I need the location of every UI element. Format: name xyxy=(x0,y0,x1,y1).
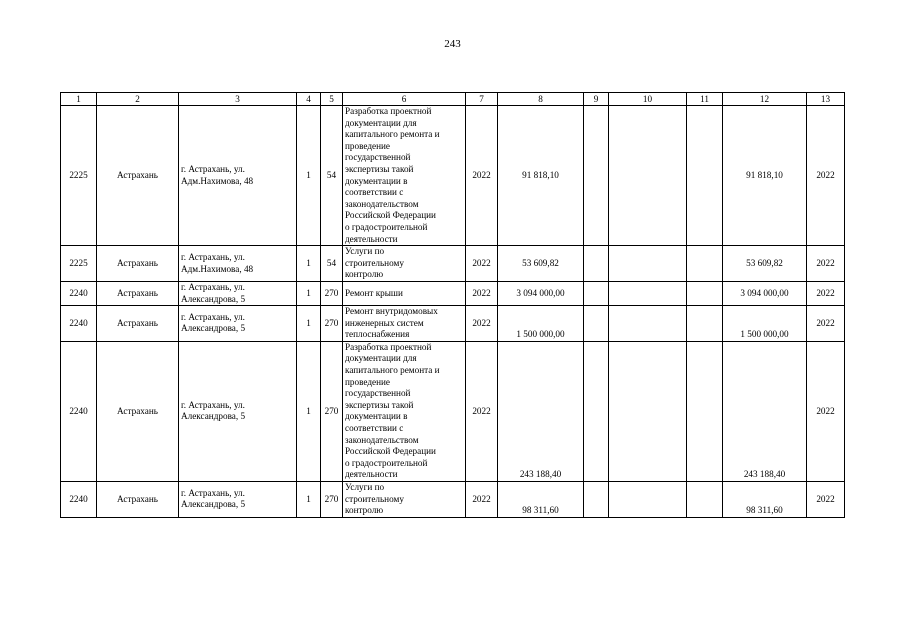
cell-line: деятельности xyxy=(345,469,398,480)
column-number-8: 8 xyxy=(498,93,584,106)
cell-line: строительному xyxy=(345,257,404,268)
cell-year: 2022 xyxy=(466,482,498,518)
cell-line: о градостроительной xyxy=(345,457,428,468)
cell-year: 2022 xyxy=(466,281,498,305)
cell-cost-regional xyxy=(609,482,687,518)
cell-line: капитального ремонта и xyxy=(345,129,440,140)
cell-line: Александрова, 5 xyxy=(181,499,246,510)
cell-cost-federal xyxy=(584,106,609,246)
cell-line: контролю xyxy=(345,269,384,280)
cell-line: Ремонт внутридомовых xyxy=(345,306,438,317)
cell-city: Астрахань xyxy=(97,106,179,246)
cell-cost-local xyxy=(687,306,723,342)
cell-completion-year: 2022 xyxy=(807,281,845,305)
table-row xyxy=(61,482,845,518)
cell-work-type xyxy=(343,306,466,342)
cell-cost-local xyxy=(687,341,723,481)
cell-year: 2022 xyxy=(466,106,498,246)
register-table xyxy=(60,92,845,518)
column-number-12: 12 xyxy=(723,93,807,106)
cell-line: контролю xyxy=(345,505,384,516)
cell-line: государственной xyxy=(345,388,411,399)
column-number-1: 1 xyxy=(61,93,97,106)
cell-city: Астрахань xyxy=(97,306,179,342)
cell-object-number: 2225 xyxy=(61,106,97,246)
cell-address xyxy=(179,281,297,305)
cell-section-count: 1 xyxy=(297,281,321,305)
cell-object-number: 2225 xyxy=(61,246,97,282)
cell-section-count: 1 xyxy=(297,106,321,246)
cell-building-number: 270 xyxy=(321,306,343,342)
table-row xyxy=(61,106,845,246)
cell-line: строительному xyxy=(345,493,404,504)
cell-line: г. Астрахань, ул. xyxy=(181,399,245,410)
table-row xyxy=(61,246,845,282)
cell-address xyxy=(179,106,297,246)
cell-line: Российской Федерации xyxy=(345,446,436,457)
cell-cost-local xyxy=(687,106,723,246)
cell-line: г. Астрахань, ул. xyxy=(181,281,245,292)
cell-cost-regional xyxy=(609,341,687,481)
table-row xyxy=(61,306,845,342)
cell-cost-owners: 1 500 000,00 xyxy=(723,306,807,342)
column-number-11: 11 xyxy=(687,93,723,106)
cell-cost-local xyxy=(687,246,723,282)
cell-cost-local xyxy=(687,281,723,305)
cell-line: документации в xyxy=(345,175,408,186)
cell-cost-total: 53 609,82 xyxy=(498,246,584,282)
cell-line: соответствии с xyxy=(345,187,404,198)
page-number: 243 xyxy=(444,38,461,50)
cell-cost-owners: 243 188,40 xyxy=(723,341,807,481)
cell-line: г. Астрахань, ул. xyxy=(181,487,245,498)
cell-object-number: 2240 xyxy=(61,306,97,342)
cell-completion-year: 2022 xyxy=(807,341,845,481)
cell-section-count: 1 xyxy=(297,341,321,481)
cell-object-number: 2240 xyxy=(61,281,97,305)
cell-line: Адм.Нахимова, 48 xyxy=(181,175,254,186)
cell-work-type xyxy=(343,341,466,481)
cell-line: государственной xyxy=(345,152,411,163)
cell-cost-total: 91 818,10 xyxy=(498,106,584,246)
cell-line: деятельности xyxy=(345,233,398,244)
cell-line: проведение xyxy=(345,376,391,387)
cell-line: экспертизы такой xyxy=(345,399,414,410)
cell-section-count: 1 xyxy=(297,246,321,282)
table-row xyxy=(61,341,845,481)
cell-line: капитального ремонта и xyxy=(345,365,440,376)
cell-building-number: 270 xyxy=(321,482,343,518)
cell-line: Александрова, 5 xyxy=(181,323,246,334)
cell-cost-owners: 91 818,10 xyxy=(723,106,807,246)
cell-cost-total: 243 188,40 xyxy=(498,341,584,481)
column-number-5: 5 xyxy=(321,93,343,106)
table-row xyxy=(61,281,845,305)
cell-line: Александрова, 5 xyxy=(181,411,246,422)
cell-object-number: 2240 xyxy=(61,341,97,481)
cell-cost-regional xyxy=(609,281,687,305)
cell-line: теплоснабжения xyxy=(345,329,410,340)
cell-work-type xyxy=(343,106,466,246)
cell-cost-total: 3 094 000,00 xyxy=(498,281,584,305)
cell-completion-year: 2022 xyxy=(807,106,845,246)
cell-line: экспертизы такой xyxy=(345,163,414,174)
cell-building-number: 270 xyxy=(321,341,343,481)
column-number-7: 7 xyxy=(466,93,498,106)
column-number-4: 4 xyxy=(297,93,321,106)
cell-address xyxy=(179,246,297,282)
cell-line: законодательством xyxy=(345,434,419,445)
column-number-6: 6 xyxy=(343,93,466,106)
cell-completion-year: 2022 xyxy=(807,482,845,518)
cell-building-number: 54 xyxy=(321,246,343,282)
cell-cost-total: 98 311,60 xyxy=(498,482,584,518)
cell-line: документации в xyxy=(345,411,408,422)
column-number-9: 9 xyxy=(584,93,609,106)
cell-work-type xyxy=(343,482,466,518)
cell-line: документации для xyxy=(345,117,417,128)
cell-line: инженерных систем xyxy=(345,317,424,328)
cell-cost-regional xyxy=(609,306,687,342)
cell-cost-owners: 98 311,60 xyxy=(723,482,807,518)
cell-cost-federal xyxy=(584,281,609,305)
cell-city: Астрахань xyxy=(97,482,179,518)
cell-address xyxy=(179,341,297,481)
cell-address xyxy=(179,306,297,342)
cell-line: Разработка проектной xyxy=(345,341,432,352)
cell-line: Адм.Нахимова, 48 xyxy=(181,263,254,274)
cell-line: г. Астрахань, ул. xyxy=(181,311,245,322)
cell-section-count: 1 xyxy=(297,482,321,518)
cell-line: проведение xyxy=(345,140,391,151)
cell-line: Услуги по xyxy=(345,482,385,492)
cell-object-number: 2240 xyxy=(61,482,97,518)
cell-line: законодательством xyxy=(345,198,419,209)
cell-work-type xyxy=(343,281,466,305)
cell-cost-owners: 3 094 000,00 xyxy=(723,281,807,305)
cell-year: 2022 xyxy=(466,246,498,282)
cell-cost-federal xyxy=(584,306,609,342)
cell-work-type xyxy=(343,246,466,282)
cell-cost-regional xyxy=(609,246,687,282)
cell-year: 2022 xyxy=(466,341,498,481)
cell-completion-year: 2022 xyxy=(807,306,845,342)
cell-line: Ремонт крыши xyxy=(345,287,403,298)
cell-cost-local xyxy=(687,482,723,518)
cell-cost-regional xyxy=(609,106,687,246)
cell-line: г. Астрахань, ул. xyxy=(181,251,245,262)
cell-line: г. Астрахань, ул. xyxy=(181,163,245,174)
cell-city: Астрахань xyxy=(97,246,179,282)
cell-cost-federal xyxy=(584,341,609,481)
column-number-10: 10 xyxy=(609,93,687,106)
cell-line: о градостроительной xyxy=(345,221,428,232)
cell-line: Российской Федерации xyxy=(345,210,436,221)
cell-completion-year: 2022 xyxy=(807,246,845,282)
cell-cost-federal xyxy=(584,482,609,518)
cell-line: Услуги по xyxy=(345,246,385,257)
cell-year: 2022 xyxy=(466,306,498,342)
cell-city: Астрахань xyxy=(97,281,179,305)
cell-building-number: 270 xyxy=(321,281,343,305)
column-number-row xyxy=(61,93,845,106)
cell-cost-owners: 53 609,82 xyxy=(723,246,807,282)
cell-building-number: 54 xyxy=(321,106,343,246)
cell-city: Астрахань xyxy=(97,341,179,481)
column-number-13: 13 xyxy=(807,93,845,106)
cell-cost-federal xyxy=(584,246,609,282)
cell-section-count: 1 xyxy=(297,306,321,342)
cell-line: Разработка проектной xyxy=(345,106,432,116)
cell-line: документации для xyxy=(345,353,417,364)
cell-line: Александрова, 5 xyxy=(181,293,246,304)
cell-line: соответствии с xyxy=(345,423,404,434)
column-number-2: 2 xyxy=(97,93,179,106)
cell-cost-total: 1 500 000,00 xyxy=(498,306,584,342)
column-number-3: 3 xyxy=(179,93,297,106)
cell-address xyxy=(179,482,297,518)
table-body xyxy=(61,106,845,518)
